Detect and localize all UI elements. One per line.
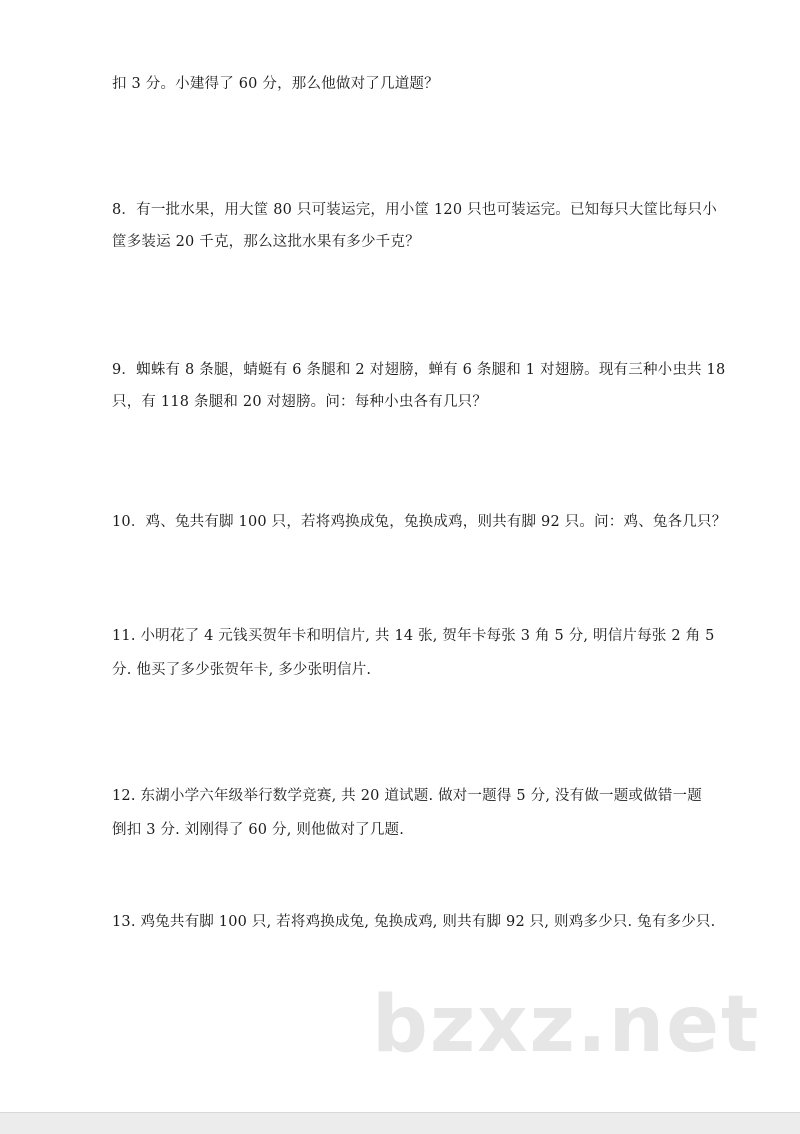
question-10-line-1: 10．鸡、兔共有脚 100 只，若将鸡换成兔，兔换成鸡，则共有脚 92 只。问：鸡、兔各几只？ (112, 514, 727, 530)
question-11-line-1: 11. 小明花了 4 元钱买贺年卡和明信片, 共 14 张, 贺年卡每张 3 角 5 分, 明信片每张 2 角 5 (112, 628, 715, 644)
question-9-line-1: 9．蜘蛛有 8 条腿，蜻蜓有 6 条腿和 2 对翅膀，蝉有 6 条腿和 1 对翅膀。现有三种小虫共 18 (112, 362, 726, 378)
question-7-line-1: 扣 3 分。小建得了 60 分，那么他做对了几道题？ (112, 76, 439, 92)
question-13-line-1: 13. 鸡兔共有脚 100 只, 若将鸡换成兔, 兔换成鸡, 则共有脚 92 只, 则鸡多少只. 兔有多少只. (112, 914, 716, 930)
question-11-line-2: 分. 他买了多少张贺年卡, 多少张明信片. (112, 662, 372, 678)
question-8-line-2: 筐多装运 20 千克，那么这批水果有多少千克？ (112, 234, 420, 250)
question-9-line-2: 只，有 118 条腿和 20 对翅膀。问：每种小虫各有几只？ (112, 394, 488, 410)
viewer-bottom-bar (0, 1112, 800, 1134)
question-12-line-1: 12. 东湖小学六年级举行数学竞赛, 共 20 道试题. 做对一题得 5 分, 没有做一题或做错一题 (112, 788, 702, 804)
watermark-logo: bzxz.net (372, 980, 761, 1070)
question-12-line-2: 倒扣 3 分. 刘刚得了 60 分, 则他做对了几题. (112, 822, 405, 838)
question-8-line-1: 8．有一批水果，用大筐 80 只可装运完，用小筐 120 只也可装运完。已知每只大筐比每只小 (112, 202, 717, 218)
